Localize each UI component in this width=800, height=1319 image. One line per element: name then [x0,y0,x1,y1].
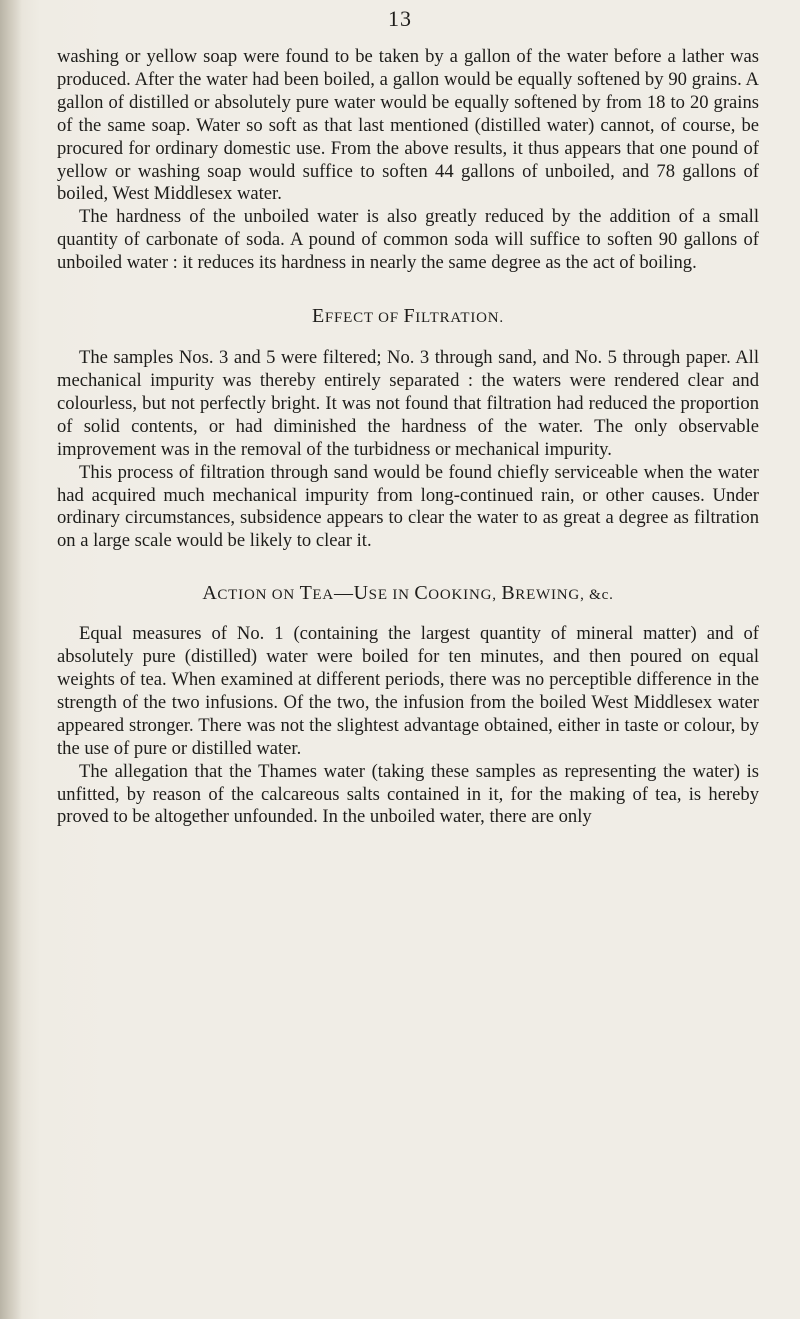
paragraph-sand-filtration: This process of filtration through sand would be found chiefly serviceable when the water had acquired much mechanical impurity from long-continued rain, or other causes. Under ordinary circumstances, subsidence appears to clear the water to as great a degree as filtration on a large scale would be likely to clear it. [57,461,759,552]
heading-effect-of-filtration: EFFECT OF FILTRATION. [312,305,504,328]
paragraph-thames-allegation: The allegation that the Thames water (taking these samples as representing the water) is unfitted, by reason of the calcareous salts contained in it, for the making of tea, is hereby proved to be altogether unfounded. In the unboiled water, there are only [57,760,759,828]
page-number: 13 [388,6,412,31]
paragraph-tea-experiment: Equal measures of No. 1 (containing the largest quantity of mineral matter) and of absolutely pure (distilled) water were boiled for ten minutes, and then poured on equal weights of tea. When examined at different periods, there was no perceptible difference in the strength of the two infusions. Of the two, the infusion from the boiled West Middlesex water appeared stronger. There was not the slightest advantage obtained, either in taste or colour, by the use of pure or distilled water. [57,623,759,759]
paragraph-soap-test: washing or yellow soap were found to be taken by a gallon of the water before a lather was produced. After the water had been boiled, a gallon would be equally softened by 90 grains. A gallon of distilled or absolutely pure water would be equally softened by from 18 to 20 grains of the same soap. Water so soft as that last mentioned (distilled water) cannot, of course, be procured for ordinary domestic use. From the above results, it thus appears that one pound of yellow or washing soap would suffice to soften 44 gallons of unboiled, and 78 gallons of boiled, West Middlesex water. [57,46,759,205]
paragraph-filtration-samples: The samples Nos. 3 and 5 were filtered; No. 3 through sand, and No. 5 through paper. All mechanical impurity was thereby entirely separated : the waters were rendered clear and colourless, but not perfectly bright. It was not found that filtration had reduced the proportion of solid contents, or had diminished the hardness of the water. The only observable improvement was in the removal of the turbidness or mechanical impurity. [57,347,759,460]
text-column [57,46,759,829]
paragraph-soda-hardness: The hardness of the unboiled water is also greatly reduced by the addition of a small quantity of carbonate of soda. A pound of common soda will suffice to soften 90 gallons of unboiled water : it reduces its hardness in nearly the same degree as the act of boiling. [57,206,759,274]
page-binding-shadow [0,0,22,1319]
heading-action-on-tea: ACTION ON TEA—USE IN COOKING, BREWING, &c. [202,582,614,605]
